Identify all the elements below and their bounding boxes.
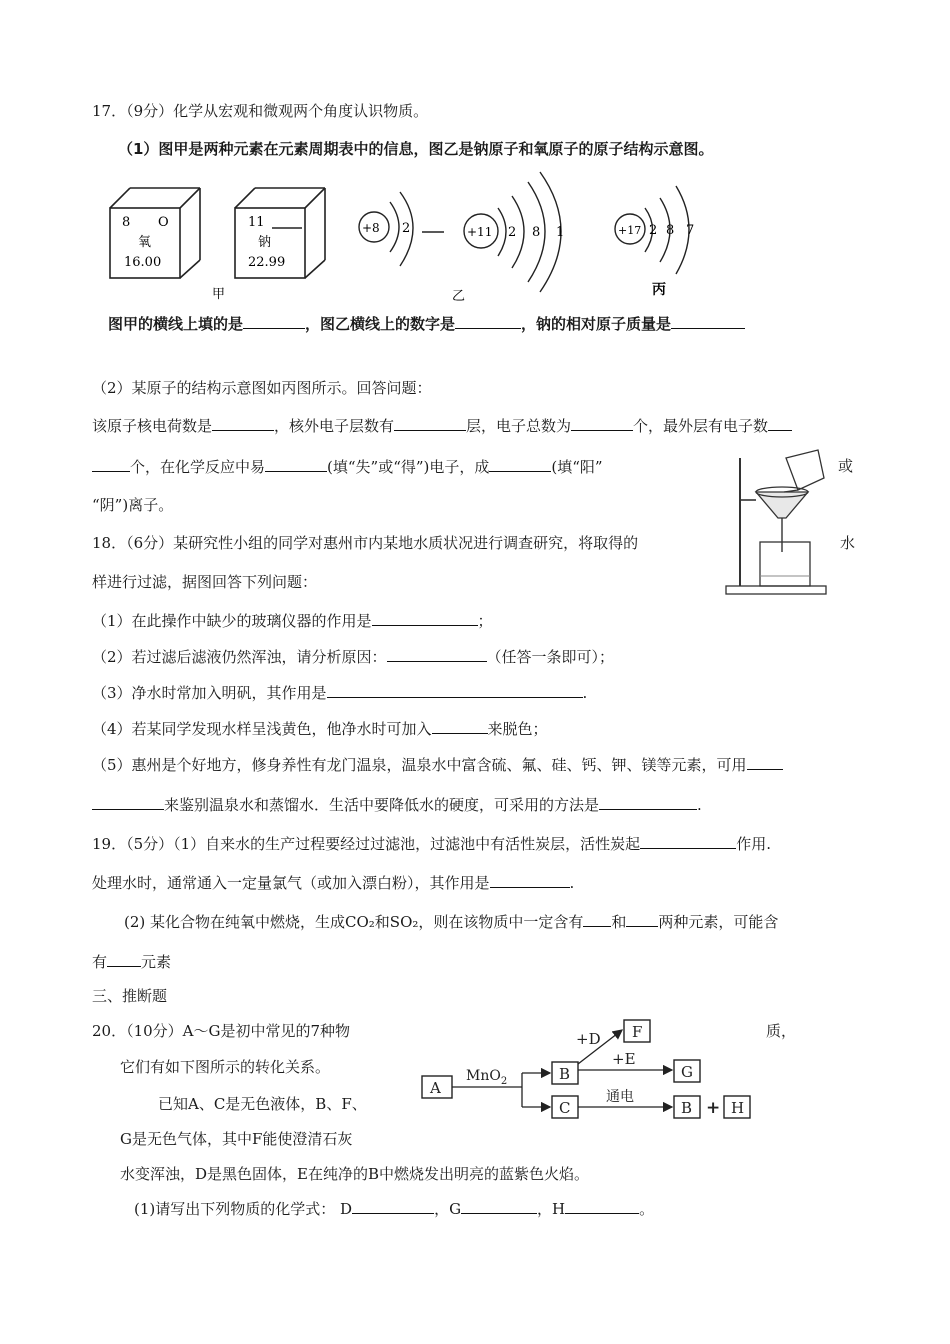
q18-s4-end: 来脱色； (487, 720, 548, 738)
q18-blank-2[interactable] (387, 645, 487, 662)
q19-l4-text: 有 (92, 953, 108, 971)
q17-p2-text-b: ，核外电子层数有 (274, 417, 395, 435)
sodium-shell2-count: 8 (532, 225, 541, 240)
q20-l3: 已知A、C是无色液体，B、F、 (158, 1095, 367, 1113)
q17-blank-layers[interactable] (394, 414, 466, 431)
figure-label-bing: 丙 (652, 282, 666, 298)
q20-l5: 水变浑浊，D是黑色固体，E在纯净的B中燃烧发出明亮的蓝紫色火焰。 (120, 1165, 590, 1183)
q18-s2 (92, 645, 614, 668)
box-C-label: C (559, 1099, 571, 1117)
q17-blank-total[interactable] (571, 414, 633, 431)
q18-blank-6[interactable] (599, 793, 697, 810)
q18-s3-text: （3）净水时常加入明矾，其作用是 (92, 684, 327, 702)
figure-label-yi: 乙 (452, 289, 466, 304)
q20-l6-g: ，G (434, 1200, 462, 1218)
q18-line1-end: 水 (840, 534, 856, 552)
q19-l3-and: 和 (611, 913, 627, 931)
q20-l6-d: D (340, 1200, 353, 1218)
box-G-label: G (681, 1063, 693, 1081)
q20-l2: 它们有如下图所示的转化关系。 (120, 1058, 331, 1076)
q18-blank-3[interactable] (327, 681, 583, 698)
q20-l6 (134, 1197, 654, 1220)
q19-blank-3[interactable] (583, 910, 611, 927)
q17-p2-text-g: (填“阳” (551, 458, 603, 476)
q20-blank-d[interactable] (352, 1197, 434, 1214)
oxygen-nucleus-charge: +8 (362, 221, 380, 235)
q17-part2-title: （2）某原子的结构示意图如丙图所示。回答问题： (92, 379, 432, 397)
q19-blank-4[interactable] (626, 910, 658, 927)
q18-s1-text: （1）在此操作中缺少的玻璃仪器的作用是 (92, 612, 372, 630)
q19-l2-text: 处理水时，通常通入一定量氯气（或加入漂白粉），其作用是 (92, 874, 490, 892)
filtration-apparatus-image (722, 448, 832, 598)
q19-blank-2[interactable] (490, 871, 570, 888)
sodium-number: 11 (248, 215, 265, 230)
q17-blank-1[interactable] (243, 312, 305, 329)
q17-fill-b: ，图乙横线上的数字是 (305, 315, 456, 333)
q17-figure (100, 170, 820, 310)
q17-p2-line3: “阴”)离子。 (92, 496, 174, 514)
q17-header: 17．（9分）化学从宏观和微观两个角度认识物质。 (92, 102, 429, 120)
q17-p2-text-c: 层，电子总数为 (466, 417, 572, 435)
q18-line2: 样进行过滤，据图回答下列问题： (92, 573, 318, 591)
q19-l1-text: 19．（5分）（1）自来水的生产过程要经过过滤池，过滤池中有活性炭层，活性炭起 (92, 835, 641, 853)
q19-l4 (92, 950, 171, 973)
oxygen-number: 8 (122, 215, 131, 230)
q17-p2-text-e: 个，在化学反应中易 (130, 458, 266, 476)
q20-reaction-diagram (410, 1018, 770, 1130)
q17-blank-outer-a[interactable] (768, 414, 792, 431)
q17-fill-c: ，钠的相对原子质量是 (521, 315, 672, 333)
box-B-label: B (559, 1065, 571, 1083)
catalyst-main: MnO (466, 1068, 501, 1084)
oxygen-shell1-count: 2 (402, 221, 411, 236)
plus-sign: + (706, 1098, 721, 1118)
q20-l6-h: ，H (537, 1200, 566, 1218)
q17-p2-text-a: 该原子核电荷数是 (92, 417, 213, 435)
q18-s5-cont (92, 793, 702, 816)
q18-s5-end: . (697, 796, 702, 814)
electrolysis-label: 通电 (606, 1089, 634, 1105)
plus-E-label: +E (612, 1050, 636, 1068)
box-H-label: H (731, 1099, 745, 1117)
q20-l6-text: (1)请写出下列物质的化学式： (134, 1200, 336, 1218)
q19-l3-end: 两种元素，可能含 (658, 913, 779, 931)
q18-blank-1[interactable] (372, 609, 478, 626)
oxygen-name: 氧 (138, 235, 152, 250)
section3-heading: 三、推断题 (92, 987, 168, 1005)
q18-blank-4[interactable] (432, 717, 488, 734)
q20-l6-end: 。 (639, 1200, 655, 1218)
q20-blank-g[interactable] (461, 1197, 537, 1214)
sodium-shell-1 (498, 208, 506, 256)
q19-blank-1[interactable] (640, 832, 736, 849)
q18-line1: 18．（6分）某研究性小组的同学对惠州市内某地水质状况进行调查研究，将取得的 (92, 534, 639, 552)
figure-label-jia: 甲 (212, 287, 226, 302)
q18-s1-end: ； (477, 612, 493, 630)
plus-D-label: +D (576, 1030, 601, 1048)
catalyst-sub: 2 (500, 1076, 508, 1087)
q17-part1-title: （1）图甲是两种元素在元素周期表中的信息，图乙是钠原子和氧原子的原子结构示意图。 (118, 140, 714, 158)
q18-s3 (92, 681, 587, 704)
q18-s4 (92, 717, 548, 740)
q17-p2-text-d: 个，最外层有电子数 (633, 417, 769, 435)
q20-blank-h[interactable] (565, 1197, 639, 1214)
q18-s5-text-b: 来鉴别温泉水和蒸馏水．生活中要降低水的硬度，可采用的方法是 (164, 796, 600, 814)
sodium-mass: 22.99 (248, 255, 286, 270)
q18-s5 (92, 753, 783, 776)
box-B2-label: B (681, 1099, 693, 1117)
q18-s4-text: （4）若某同学发现水样呈浅黄色，他净水时可加入 (92, 720, 432, 738)
q17-fill-line (108, 312, 745, 335)
q19-l1 (92, 832, 771, 855)
q19-blank-5[interactable] (107, 950, 141, 967)
q19-l3-text: (2) 某化合物在纯氧中燃烧，生成CO₂和SO₂，则在该物质中一定含有 (124, 913, 584, 931)
bing-shell1-count: 2 (649, 223, 658, 238)
bing-nucleus-charge: +17 (618, 224, 642, 237)
q20-l1: 20．（10分）A～G是初中常见的7种物 (92, 1022, 351, 1040)
q17-p2-line1 (92, 414, 792, 437)
sodium-shell3-count: 1 (556, 225, 565, 240)
q19-l2-end: . (569, 874, 575, 892)
q18-s2-end: （任答一条即可）； (486, 648, 615, 666)
oxygen-mass: 16.00 (124, 255, 162, 270)
oxygen-symbol: O (158, 215, 169, 230)
sodium-name: 钠 (258, 235, 272, 250)
q17-blank-charge[interactable] (212, 414, 274, 431)
q17-p2-or: 或 (838, 457, 854, 475)
bing-shell2-count: 8 (666, 223, 675, 238)
q18-s5-text: （5）惠州是个好地方，修身养性有龙门温泉，温泉水中富含硫、氟、硅、钙、钾、镁等元素，可用 (92, 756, 747, 774)
q18-s3-end: . (582, 684, 588, 702)
catalyst-label (466, 1068, 507, 1087)
box-F-label: F (632, 1023, 643, 1041)
sodium-shell1-count: 2 (508, 225, 517, 240)
q18-s2-text: （2）若过滤后滤液仍然浑浊，请分析原因： (92, 648, 387, 666)
q17-p2-line2 (92, 455, 603, 478)
q19-l4-end: 元素 (141, 953, 172, 971)
q19-l1-end: 作用. (736, 835, 771, 853)
q18-blank-5a[interactable] (747, 753, 783, 770)
q17-blank-ion[interactable] (489, 455, 551, 472)
q18-s1 (92, 609, 493, 632)
q17-blank-gain-lose[interactable] (265, 455, 327, 472)
q17-blank-outer-b[interactable] (92, 455, 130, 472)
q20-l4: G是无色气体，其中F能使澄清石灰 (120, 1130, 353, 1148)
q17-blank-3[interactable] (671, 312, 745, 329)
q17-p2-text-f: (填“失”或“得”)电子，成 (327, 458, 490, 476)
sodium-nucleus-charge: +11 (467, 225, 493, 239)
bing-shell3-count: 7 (686, 223, 695, 238)
q18-blank-5b[interactable] (92, 793, 164, 810)
oxygen-shell (390, 202, 399, 252)
q20-l1-end: 质， (766, 1022, 797, 1040)
q17-fill-a: 图甲的横线上填的是 (108, 315, 244, 333)
q19-l2 (92, 871, 574, 894)
box-A-label: A (430, 1079, 441, 1097)
q19-l3 (124, 910, 778, 933)
q17-blank-2[interactable] (455, 312, 521, 329)
